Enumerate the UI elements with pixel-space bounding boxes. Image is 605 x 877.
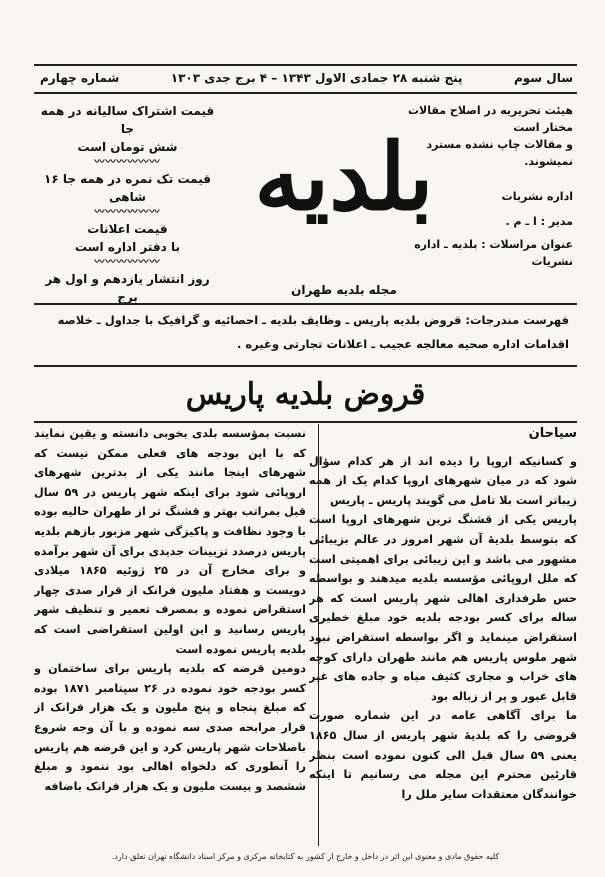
pricing-info — [40, 102, 215, 306]
column-divider — [318, 424, 319, 846]
dateline-rule — [34, 92, 577, 94]
masthead — [34, 96, 577, 304]
masthead-rule — [34, 303, 577, 305]
editorial-note-2: و مقالات چاپ نشده مسترد نمیشوند. — [426, 138, 573, 168]
ornament-divider: 〰〰〰〰〰〰 — [94, 207, 161, 218]
masthead-subtitle: مجله بلدیه طهران — [291, 283, 397, 297]
publish-days: روز انتشار یازدهم و اول هر برج — [45, 272, 210, 304]
column-lead-word: سیاحان — [528, 426, 577, 441]
headline-rule — [34, 421, 577, 423]
ornament-divider: 〰〰〰〰〰〰 — [94, 157, 161, 168]
correspondence-address: عنوان مراسلات : بلدیه ـ اداره نشریات — [414, 238, 573, 268]
masthead-logo — [249, 96, 439, 301]
subscription-price: شش تومان است — [77, 140, 178, 154]
publications-office: اداره نشریات — [501, 190, 573, 203]
editorial-note-1: هیئت تحریریه در اصلاح مقالات مختار است — [407, 104, 573, 134]
article-paragraph: نسبت بمؤسسه بلدی بخوبی دانسته و یقین نمایند که با این بودجه های فعلی ممکن نیست که شهرهای اینجا مانند یکی از بدترین شهرهای اروپائی شود برای اینکه شهر پاریس در ۵۹ سال قبل بمراتب بهتر و قشنگ تر از طهران حالیه بوده با وجود نظافت و پاکیزگی شهر مزبور بازهم بلدیه پاریس درصدد تزیینات جدیدی برای آن شهر برآمده و برای مخارج آن در ۲۵ ژوئیه ۱۸۶۵ میلادی دویست و هفتاد ملیون فرانک از قرار صدی چهار استقراض نموده و بمصرف تعمیر و تنظیف شهر پاریس رسانید و این اولین استقراضی است که بلدیه پاریس نموده است — [34, 427, 306, 656]
top-rule — [34, 64, 577, 66]
ads-label: قیمت اعلانات — [87, 222, 168, 236]
article-paragraph: و کسانیکه اروپا را دیده اند از هر کدام سؤال شود که در میان شهرهای اروپا کدام یک از همه زیباتر است بلا تامل می گویند پاریس ـ پاریس — [309, 454, 577, 507]
volume-year: سال سوم — [513, 71, 573, 85]
article-paragraph: دومین قرضه که بلدیه پاریس برای ساختمان و کسر بودجه خود نموده در ۲۶ سپتامبر ۱۸۷۱ بوده که مبلغ پنجاه و پنج ملیون و یک هزار فرانک از قرار مرابحه صدی سه نموده و با آن وجه شروع باصلاحات شهر پاریس کرد و این قرضه هم پاریس را آنطوری که دلخواه اهالی بود ننمود و مبلغ ششصد و بیست ملیون و یک هزار فرانک باضافه — [34, 662, 306, 793]
copyright-footer: کلیه حقوق مادی و معنوی این اثر در داخل و خارج از کشور به کتابخانه مرکزی و مرکز اسناد دانشگاه تهران تعلق دارد. — [111, 852, 500, 861]
toc-rule — [34, 365, 577, 367]
article-paragraph: ما برای آگاهی عامه در این شماره صورت قروضی را که بلدیهٔ شهر پاریس از سال ۱۸۶۵ یعنی ۵۹ سال قبل الی کنون نموده است بنظر قارئین محترم این مجله می رسانیم تا اینکه خوانندگان معتقدات سایر ملل را — [309, 709, 577, 801]
dateline — [40, 68, 573, 88]
article-paragraph: پاریس یکی از قشنگ ترین شهرهای اروپا است که بتوسط بلدیهٔ آن شهر امروز در عالم بزیبائی مشهور می باشد و این زیبائی برای اهمیتی است که ملل اروپائی مؤسسه بلدیه میدهند و بواسطه حس طرفداری اهالی شهر پاریس است که هر ساله برای کسر بودجه بلدیه خود مبلغ خطیری استقراض مینماید و اگر بواسطه استقراض نبود شهر ملوس پاریس هم مانند طهران دارای کوچه های خراب و مجاری کثیف میاه و جاده های غیر قابل عبور و پر از زباله بود — [309, 513, 577, 703]
subscription-label: قیمت اشتراک سالیانه در همه جا — [40, 104, 215, 136]
editor-line: مدیر : ا ـ م . — [505, 215, 573, 228]
article-column-left — [34, 424, 306, 849]
single-issue-price: قیمت تک نمره در همه جا ۱۶ شاهی — [44, 172, 211, 204]
issue-number: شماره چهارم — [40, 71, 120, 85]
issue-date: پنج شنبه ۲۸ جمادی الاول ۱۳۴۳ – ۴ برج جدی ۱۳۰۳ — [170, 71, 463, 85]
masthead-title: بلدیه — [254, 123, 434, 231]
ornament-divider: 〰〰〰〰〰〰 — [94, 257, 161, 268]
article-headline: قروض بلدیه پاریس — [185, 377, 426, 412]
table-of-contents: فهرست مندرجات: قروض بلدیه پاریس ـ وظایف بلدیه ـ احصائیه و گرافیک با جداول ـ خلاصه اقدامات اداره صحیه معالجه عجیب ـ اعلانات تجارتی وغیره . — [57, 313, 569, 351]
ads-office: با دفتر اداره است — [75, 240, 180, 254]
article-column-right — [309, 424, 577, 849]
